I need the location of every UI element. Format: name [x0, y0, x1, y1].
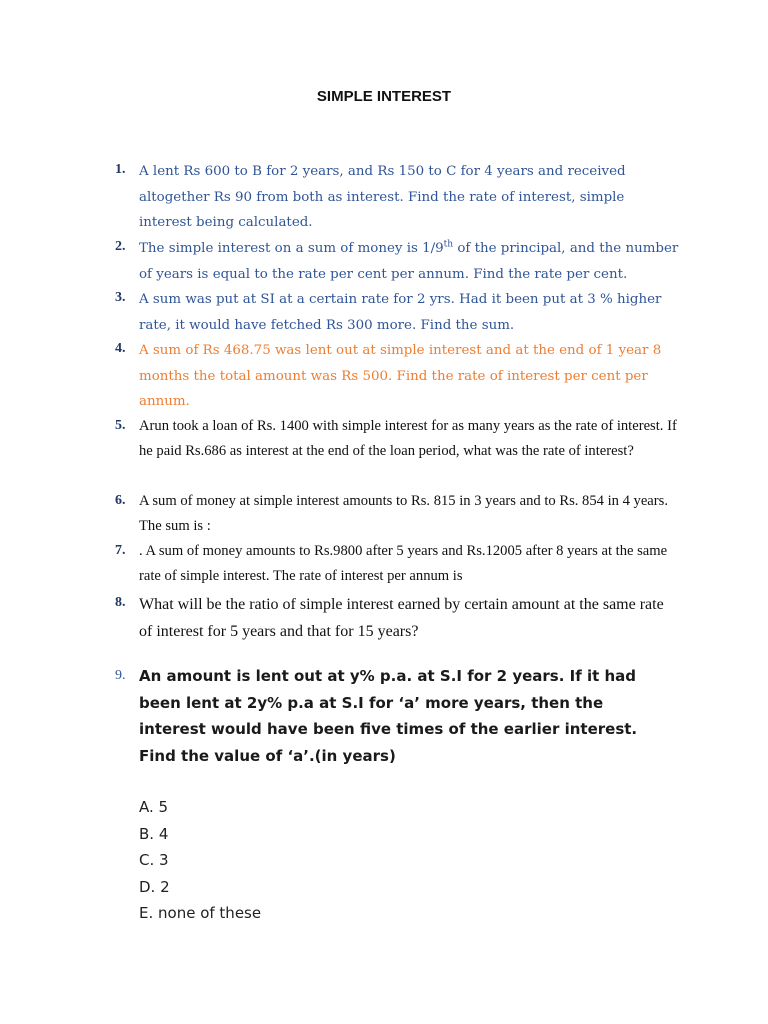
- question-number: 9.: [115, 668, 126, 683]
- question-text: Arun took a loan of Rs. 1400 with simple interest for as many years as the rate of interest. If he paid Rs.686 as interest at the end of the loan period, what was the rate of interest?: [139, 418, 677, 459]
- option-d: D. 2: [139, 877, 170, 896]
- option-e: E. none of these: [139, 904, 262, 922]
- question-number: 2.: [115, 239, 126, 254]
- option-b: B. 4: [139, 824, 169, 843]
- question-number: 8.: [115, 595, 126, 610]
- question-number: 6.: [115, 493, 126, 508]
- superscript: th: [443, 239, 454, 250]
- option-a: A. 5: [139, 798, 169, 816]
- question-text: [139, 236, 679, 287]
- question-number: 1.: [115, 162, 126, 177]
- question-text: An amount is lent out at y% p.a. at S.I for 2 years. If it had been lent at 2y% p.a at S.I for ‘a’ more years, then the interest would have been five times of the earlier interest. Find the value of ‘a’.(in years): [139, 667, 638, 765]
- option-c: C. 3: [139, 851, 169, 869]
- question-text-part: The simple interest on a sum of money is 1/9: [139, 241, 444, 256]
- question-number: 5.: [115, 418, 126, 433]
- question-text-part: of the principal, and the number of years is equal to the rate per cent per annum. Find the rate per cent.: [139, 241, 679, 282]
- question-text: What will be the ratio of simple interest earned by certain amount at the same rate of interest for 5 years and that for 15 years?: [139, 596, 664, 640]
- question-number: 4.: [115, 341, 126, 356]
- question-text: A lent Rs 600 to B for 2 years, and Rs 150 to C for 4 years and received altogether Rs 90 from both as interest. Find the rate of interest, simple interest being calculated.: [139, 164, 626, 230]
- question-text: . A sum of money amounts to Rs.9800 after 5 years and Rs.12005 after 8 years at the same rate of simple interest. The rate of interest per annum is: [139, 543, 668, 584]
- question-number: 3.: [115, 290, 126, 305]
- question-text: A sum of Rs 468.75 was lent out at simple interest and at the end of 1 year 8 months the total amount was Rs 500. Find the rate of interest per cent per annum.: [139, 343, 662, 409]
- question-text: A sum of money at simple interest amounts to Rs. 815 in 3 years and to Rs. 854 in 4 years. The sum is :: [139, 493, 668, 534]
- page-title: SIMPLE INTEREST: [316, 88, 452, 105]
- question-number: 7.: [115, 543, 126, 558]
- answer-options: [139, 794, 261, 927]
- question-text: A sum was put at SI at a certain rate for 2 yrs. Had it been put at 3 % higher rate, it would have fetched Rs 300 more. Find the sum.: [139, 292, 662, 333]
